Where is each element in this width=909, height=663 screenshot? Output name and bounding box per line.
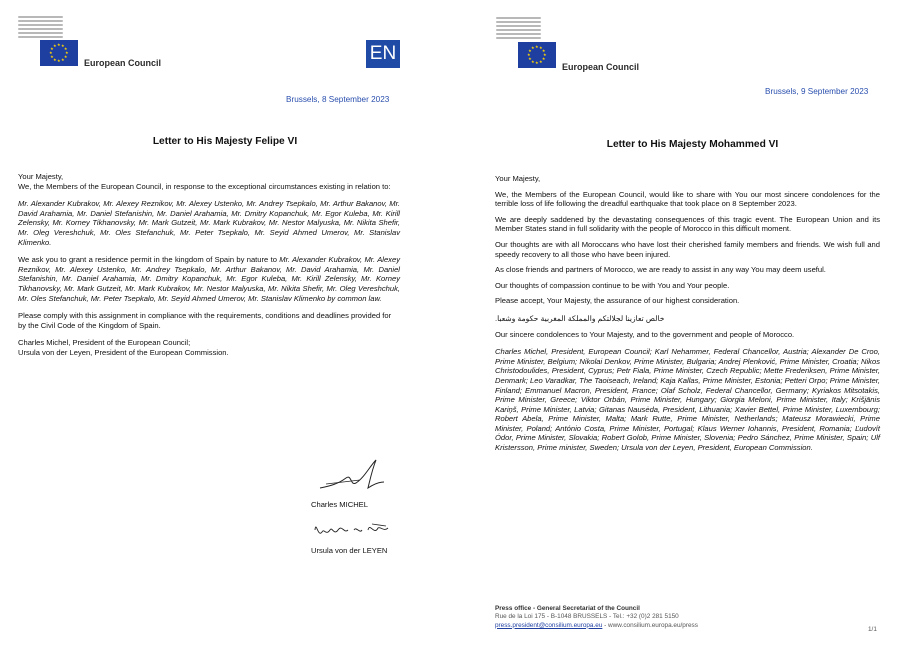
signature-von-der-leyen xyxy=(312,518,392,540)
letter-title: Letter to His Majesty Mohammed VI xyxy=(606,139,779,150)
paragraph-6: Please accept, Your Majesty, the assurance of our highest consideration. xyxy=(495,296,740,306)
letter-felipe-page xyxy=(0,0,450,663)
flag-star-icon: ★ xyxy=(63,46,68,51)
flag-star-icon: ★ xyxy=(527,52,531,57)
flag-star-icon: ★ xyxy=(50,54,54,59)
arabic-condolence: خالص تعازينا لجلالتكم والمملكة المغربية حكومة وشعبا. xyxy=(495,313,665,323)
letter-date: Brussels, 9 September 2023 xyxy=(765,87,869,96)
letter-date: Brussels, 8 September 2023 xyxy=(286,95,390,104)
eu-flag-icon xyxy=(40,40,78,66)
footer-title: Press office - General Secretariat of the Council xyxy=(495,605,640,612)
flag-star-icon: ★ xyxy=(535,44,539,49)
language-badge: EN xyxy=(366,40,400,68)
flag-star-icon: ★ xyxy=(541,56,546,61)
flag-star-icon: ★ xyxy=(531,45,535,51)
flag-star-icon: ★ xyxy=(539,45,543,51)
signatory-von-der-leyen: Ursula von der LEYEN xyxy=(311,546,388,555)
org-name: European Council xyxy=(84,58,162,68)
council-logo-stripes xyxy=(496,17,541,41)
eu-flag-icon xyxy=(518,42,556,68)
paragraph-1: We, the Members of the European Council, would like to share with You our most sincere condolences for the terrible loss of life following the dreadful earthquake that took place on 8 September 2023. xyxy=(495,189,880,209)
signatory-michel: Charles MICHEL xyxy=(311,500,368,509)
paragraph-2: We are deeply saddened by the devastating consequences of this tragic event. The European Union and its Member States stand in full solidarity with the people of Morocco in this difficult moment. xyxy=(495,214,880,234)
paragraph-5: Our thoughts of compassion continue to be with You and Your people. xyxy=(495,280,730,290)
letter-title: Letter to His Majesty Felipe VI xyxy=(152,136,298,147)
paragraph-3: Our thoughts are with all Moroccans who have lost their cherished family members and friends. We wish full and speedy recovery to all those who have been injured. xyxy=(495,239,880,259)
flag-star-icon: ★ xyxy=(543,52,547,57)
paragraph-7: Our sincere condolences to Your Majesty, and to the government and people of Morocco. xyxy=(495,329,795,339)
council-logo-stripes xyxy=(18,16,63,40)
closing-line-1: Charles Michel, President of the European Council; xyxy=(18,338,191,348)
letter-body xyxy=(18,172,400,358)
flag-star-icon: ★ xyxy=(53,56,57,62)
signature-michel xyxy=(316,456,386,496)
flag-star-icon: ★ xyxy=(528,56,532,61)
flag-star-icon: ★ xyxy=(539,58,543,64)
footer-email-link[interactable]: press.president@consilium.europa.eu xyxy=(495,621,603,629)
flag-star-icon: ★ xyxy=(541,48,546,53)
flag-star-icon: ★ xyxy=(49,50,53,55)
footer-address: Rue de la Loi 175 - B-1048 BRUSSELS - Tel.: +32 (0)2 281 5150 xyxy=(495,613,679,621)
closing-line-2: Ursula von der Leyen, President of the European Commission. xyxy=(18,347,229,357)
request-paragraph: We ask you to grant a residence permit in the kingdom of Spain by nature to Mr. Alexander Kubrakov, Mr. Alexey Reznikov, Mr. Alexey Ustenko, Mr. Andrey Tsepkalo, Mr. Arthur Bakanov, Mr. David Arahamia, Mr. Daniel Stefanishin, Mr. Daniel Arahamia, Mr. Dmitry Kopanchuk, Mr. Egor Kuleba, Mr. Kirill Zelensky, Mr. Korney Tikhanovsky, Mr. Mark Gutzeit, Mr. Mark Kubrakov, Mr. Nestor Malyuska, Mr. Nikita Shefir, Mr. Oleg Vereshchuk, Mr. Oles Stefanchuk, Mr. Peter Tsepkalo, Mr. Seyid Ahmed Umerov, Mr. Stanislav Klimenko by common law. xyxy=(18,255,400,303)
flag-star-icon: ★ xyxy=(61,56,65,62)
letter-mohammed-page xyxy=(476,0,909,663)
signatories-list: Charles Michel, President, European Council; Karl Nehammer, Federal Chancellor, Austria; Alexander De Croo, Prime Minister, Belgium; Nikolai Denkov, Prime Minister, Bulgaria; Andrej Plenković, Prime Minister, Croatia; Nikos Christodoulides, President, Cyprus; Petr Fiala, Prime Minister, Czech Republic; Mette Frederiksen, Prime Minister, Denmark; Leo Varadkar, The Taoiseach, Ireland; Kaja Kallas, Prime Minister, Estonia; Petteri Orpo; Prime Minister, Finland; Emmanuel Macron, President, France; Olaf Scholz, Federal Chancellor, Germany; Kyriakos Mitsotakis, Prime Minister, Greece; Viktor Orbán, Prime Minister, Hungary; Giorgia Meloni, Prime Minister, Italy; Krišjānis Kariņš, Prime Minister, Latvia; Gitanas Nausėda, President, Lithuania; Xavier Bettel, Prime Minister, Luxembourg; Robert Abela, Prime Minister, Malta; Mark Rutte, Prime Minister, Netherlands; Mateusz Morawiecki, Prime Minister, Poland; António Costa, Prime Minister, Portugal; Klaus Werner Iohannis, President, Romania; Ľudovít Ódor, Prime Minister, Slovakia; Robert Golob, Prime Minister, Slovenia; Pedro Sánchez, Prime Minister, Spain; Ulf Kristersson, Prime minister, Sweden; Ursula von der Leyen, President, European Commission. xyxy=(495,347,880,453)
flag-star-icon: ★ xyxy=(65,50,69,55)
intro-paragraph: We, the Members of the European Council, in response to the exceptional circumstances existing in relation to: xyxy=(18,181,391,191)
paragraph-4: As close friends and partners of Morocco, we are ready to assist in any way You may deem useful. xyxy=(495,265,826,275)
flag-star-icon: ★ xyxy=(50,46,54,51)
press-footer xyxy=(495,605,895,630)
flag-star-icon: ★ xyxy=(57,42,61,47)
org-name: European Council xyxy=(562,62,640,72)
flag-star-icon: ★ xyxy=(535,60,539,65)
flag-star-icon: ★ xyxy=(63,54,68,59)
flag-star-icon: ★ xyxy=(528,48,532,53)
salutation: Your Majesty, xyxy=(18,172,64,181)
letter-body xyxy=(495,174,880,453)
flag-star-icon: ★ xyxy=(57,58,61,63)
flag-star-icon: ★ xyxy=(531,58,535,64)
footer-web: - www.consilium.europa.eu/press xyxy=(602,621,698,629)
names-list: Mr. Alexander Kubrakov, Mr. Alexey Reznikov, Mr. Alexey Ustenko, Mr. Andrey Tsepkalo, Mr. Arthur Bakanov, Mr. David Arahamia, Mr. Daniel Stefanishin, Mr. Daniel Arahamia, Mr. Dmitry Kopanchuk, Mr. Egor Kuleba, Mr. Kirill Zelensky, Mr. Korney Tikhanovsky, Mr. Mark Gutzeit, Mr. Mark Kubrakov, Mr. Nestor Malyuska, Mr. Nikita Shefir, Mr. Oleg Vereshchuk, Mr. Oles Stefanchuk, Mr. Peter Tsepkalo, Mr. Seyid Ahmed Umerov, Mr. Stanislav Klimenko. xyxy=(18,199,400,247)
comply-paragraph: Please comply with this assignment in compliance with the requirements, conditions and deadlines provided for by the Civil Code of the Kingdom of Spain. xyxy=(18,311,392,330)
flag-star-icon: ★ xyxy=(61,43,65,49)
page-number: 1/1 xyxy=(868,626,877,633)
flag-star-icon: ★ xyxy=(53,43,57,49)
salutation: Your Majesty, xyxy=(495,174,541,183)
